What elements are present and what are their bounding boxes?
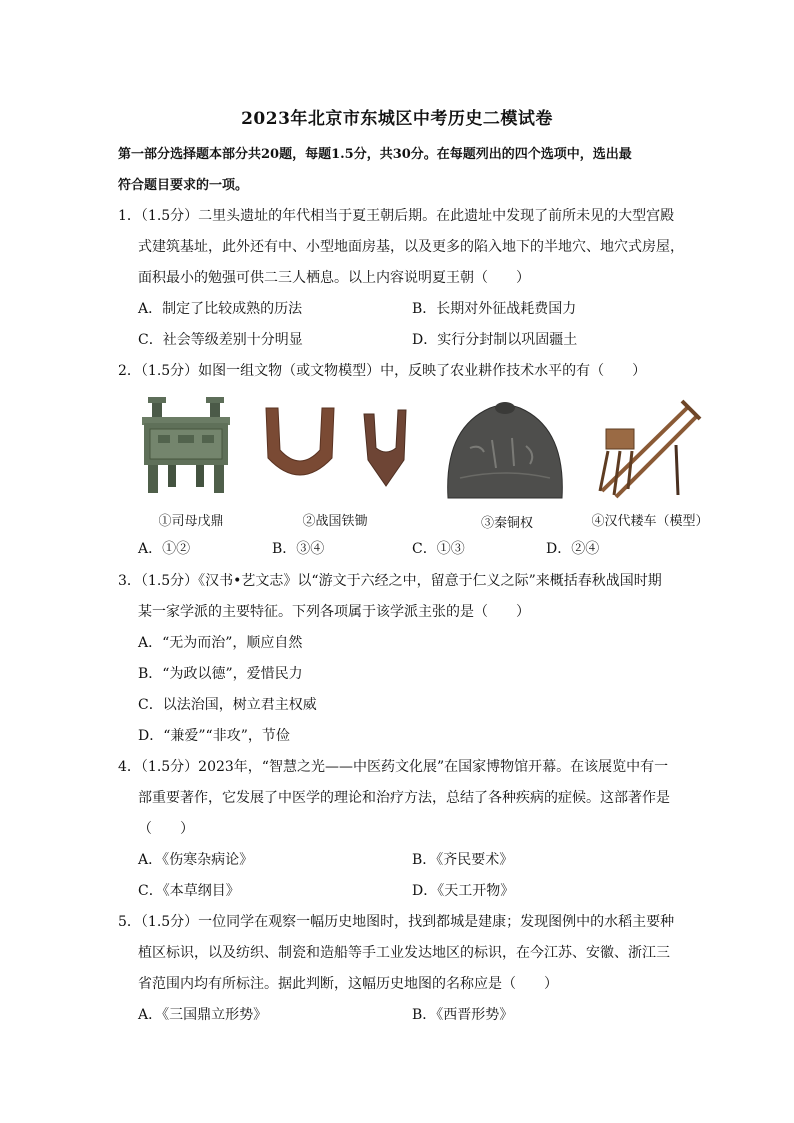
q2-option-d: D．②④	[546, 541, 600, 557]
q3-option-d: D．“兼爱”“非攻”，节俭	[138, 728, 290, 744]
q5-line-2: 植区标识，以及纺织、制瓷和造船等手工业发达地区的标识，在今江苏、安徽、浙江三	[138, 945, 670, 961]
intro-line-1: 第一部分选择题本部分共20题，每题1.5分，共30分。在每题列出的四个选项中，选出最	[118, 147, 632, 162]
q4-option-b: B．《齐民要术》	[412, 852, 514, 868]
q3-option-a: A．“无为而治”，顺应自然	[138, 635, 303, 651]
q2-line-1: 2．（1.5分）如图一组文物（或文物模型）中，反映了农业耕作技术水平的有（ ）	[118, 363, 647, 379]
q1-line-1: 1．（1.5分）二里头遗址的年代相当于夏王朝后期。在此遗址中发现了前所未见的大型宫殿	[118, 208, 675, 224]
q5-line-1: 5．（1.5分）一位同学在观察一幅历史地图时，找到都城是建康；发现图例中的水稻主要种	[118, 914, 675, 930]
q2-caption-1: ①司母戊鼎	[158, 514, 224, 529]
q1-option-d: D．实行分封制以巩固疆土	[412, 332, 578, 348]
q1-option-b: B．长期对外征战耗费国力	[412, 301, 577, 317]
q3-line-2: 某一家学派的主要特征。下列各项属于该学派主张的是（ ）	[138, 604, 530, 620]
q4-line-3: （ ）	[138, 821, 194, 837]
q3-line-1: 3．（1.5分）《汉书•艺文志》以“游文于六经之中，留意于仁义之际”来概括春秋战国时期	[118, 573, 662, 589]
q2-caption-3: ③秦铜权	[480, 516, 533, 531]
q4-option-d: D．《天工开物》	[412, 883, 515, 899]
q1-option-a: A．制定了比较成熟的历法	[138, 301, 303, 317]
q4-line-2: 部重要著作，它发展了中医学的理论和治疗方法，总结了各种疾病的症候。这部著作是	[138, 790, 670, 806]
q4-line-1: 4．（1.5分）2023年，“智慧之光——中医药文化展”在国家博物馆开幕。在该展览中有一	[118, 759, 669, 775]
q4-option-c: C．《本草纲目》	[138, 883, 240, 899]
intro-line-2: 符合题目要求的一项。	[118, 178, 249, 193]
qin-bronze-weight-illustration	[440, 398, 570, 502]
q5-option-b: B．《西晋形势》	[412, 1007, 514, 1023]
q3-option-c: C．以法治国，树立君主权威	[138, 697, 317, 713]
han-seed-drill-illustration	[592, 395, 704, 505]
q4-option-a: A．《伤寒杂病论》	[138, 852, 254, 868]
q5-option-a: A．《三国鼎立形势》	[138, 1007, 268, 1023]
q1-line-2: 式建筑基址，此外还有中、小型地面房基，以及更多的陷入地下的半地穴、地穴式房屋，	[138, 239, 684, 255]
q5-line-3: 省范围内均有所标注。据此判断，这幅历史地图的名称应是（ ）	[138, 976, 558, 992]
q2-caption-4: ④汉代耧车（模型）	[591, 514, 709, 529]
q2-option-b: B．③④	[272, 541, 325, 557]
q2-option-c: C．①③	[412, 541, 465, 557]
q2-option-a: A．①②	[138, 541, 191, 557]
page-title: 2023年北京市东城区中考历史二模试卷	[241, 109, 553, 129]
q2-caption-2: ②战国铁锄	[302, 514, 368, 529]
iron-hoe-illustration	[252, 400, 418, 496]
section-intro	[118, 139, 688, 201]
simuwu-ding-illustration	[138, 395, 234, 497]
q3-option-b: B．“为政以德”，爱惜民力	[138, 666, 303, 682]
q1-option-c: C．社会等级差别十分明显	[138, 332, 303, 348]
q1-line-3: 面积最小的勉强可供二三人栖息。以上内容说明夏王朝（ ）	[138, 270, 530, 286]
